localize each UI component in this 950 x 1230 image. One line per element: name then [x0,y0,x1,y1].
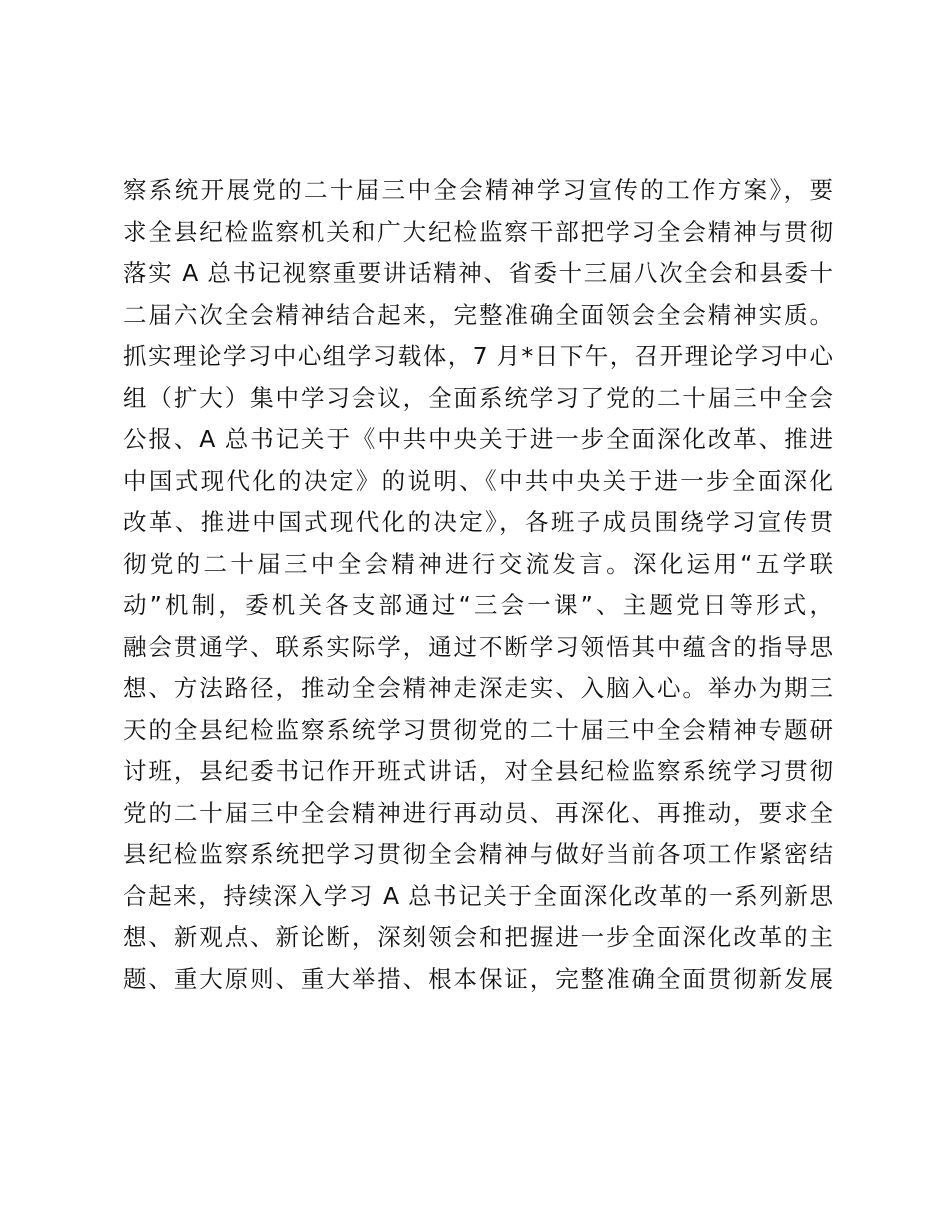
text-line: 抓实理论学习中心组学习载体，7 月*日下午，召开理论学习中心 [123,342,833,370]
text-line: 中国式现代化的决定》的说明、《中共中央关于进一步全面深化 [123,466,833,495]
text-line: 动”机制，委机关各支部通过“三会一课”、主题党日等形式， [123,591,833,619]
text-line: 察系统开展党的二十届三中全会精神学习宣传的工作方案》，要 [123,176,833,204]
text-line: 组（扩大）集中学习会议，全面系统学习了党的二十届三中全会 [123,383,833,412]
text-line: 公报、A 总书记关于《中共中央关于进一步全面深化改革、推进 [123,425,833,453]
text-line: 融会贯通学、联系实际学，通过不断学习领悟其中蕴含的指导思 [123,632,833,661]
text-line: 想、方法路径，推动全会精神走深走实、入脑入心。举办为期三 [123,674,833,702]
text-line: 县纪检监察系统把学习贯彻全会精神与做好当前各项工作紧密结 [123,840,833,868]
text-line: 彻党的二十届三中全会精神进行交流发言。深化运用“五学联 [123,549,833,578]
text-line: 天的全县纪检监察系统学习贯彻党的二十届三中全会精神专题研 [123,715,833,744]
text-line: 合起来，持续深入学习 A 总书记关于全面深化改革的一系列新思 [123,881,833,910]
body-text [123,170,833,1000]
text-line: 求全县纪检监察机关和广大纪检监察干部把学习全会精神与贯彻 [123,217,833,246]
text-line: 落实 A 总书记视察重要讲话精神、省委十三届八次全会和县委十 [123,259,833,287]
text-line: 题、重大原则、重大举措、根本保证，完整准确全面贯彻新发展 [123,964,833,993]
text-line: 二届六次全会精神结合起来，完整准确全面领会全会精神实质。 [123,300,833,329]
text-line: 改革、推进中国式现代化的决定》，各班子成员围绕学习宣传贯 [123,508,833,536]
text-line: 想、新观点、新论断，深刻领会和把握进一步全面深化改革的主 [123,923,833,951]
text-line: 党的二十届三中全会精神进行再动员、再深化、再推动，要求全 [123,798,833,827]
text-line: 讨班，县纪委书记作开班式讲话，对全县纪检监察系统学习贯彻 [123,757,833,785]
